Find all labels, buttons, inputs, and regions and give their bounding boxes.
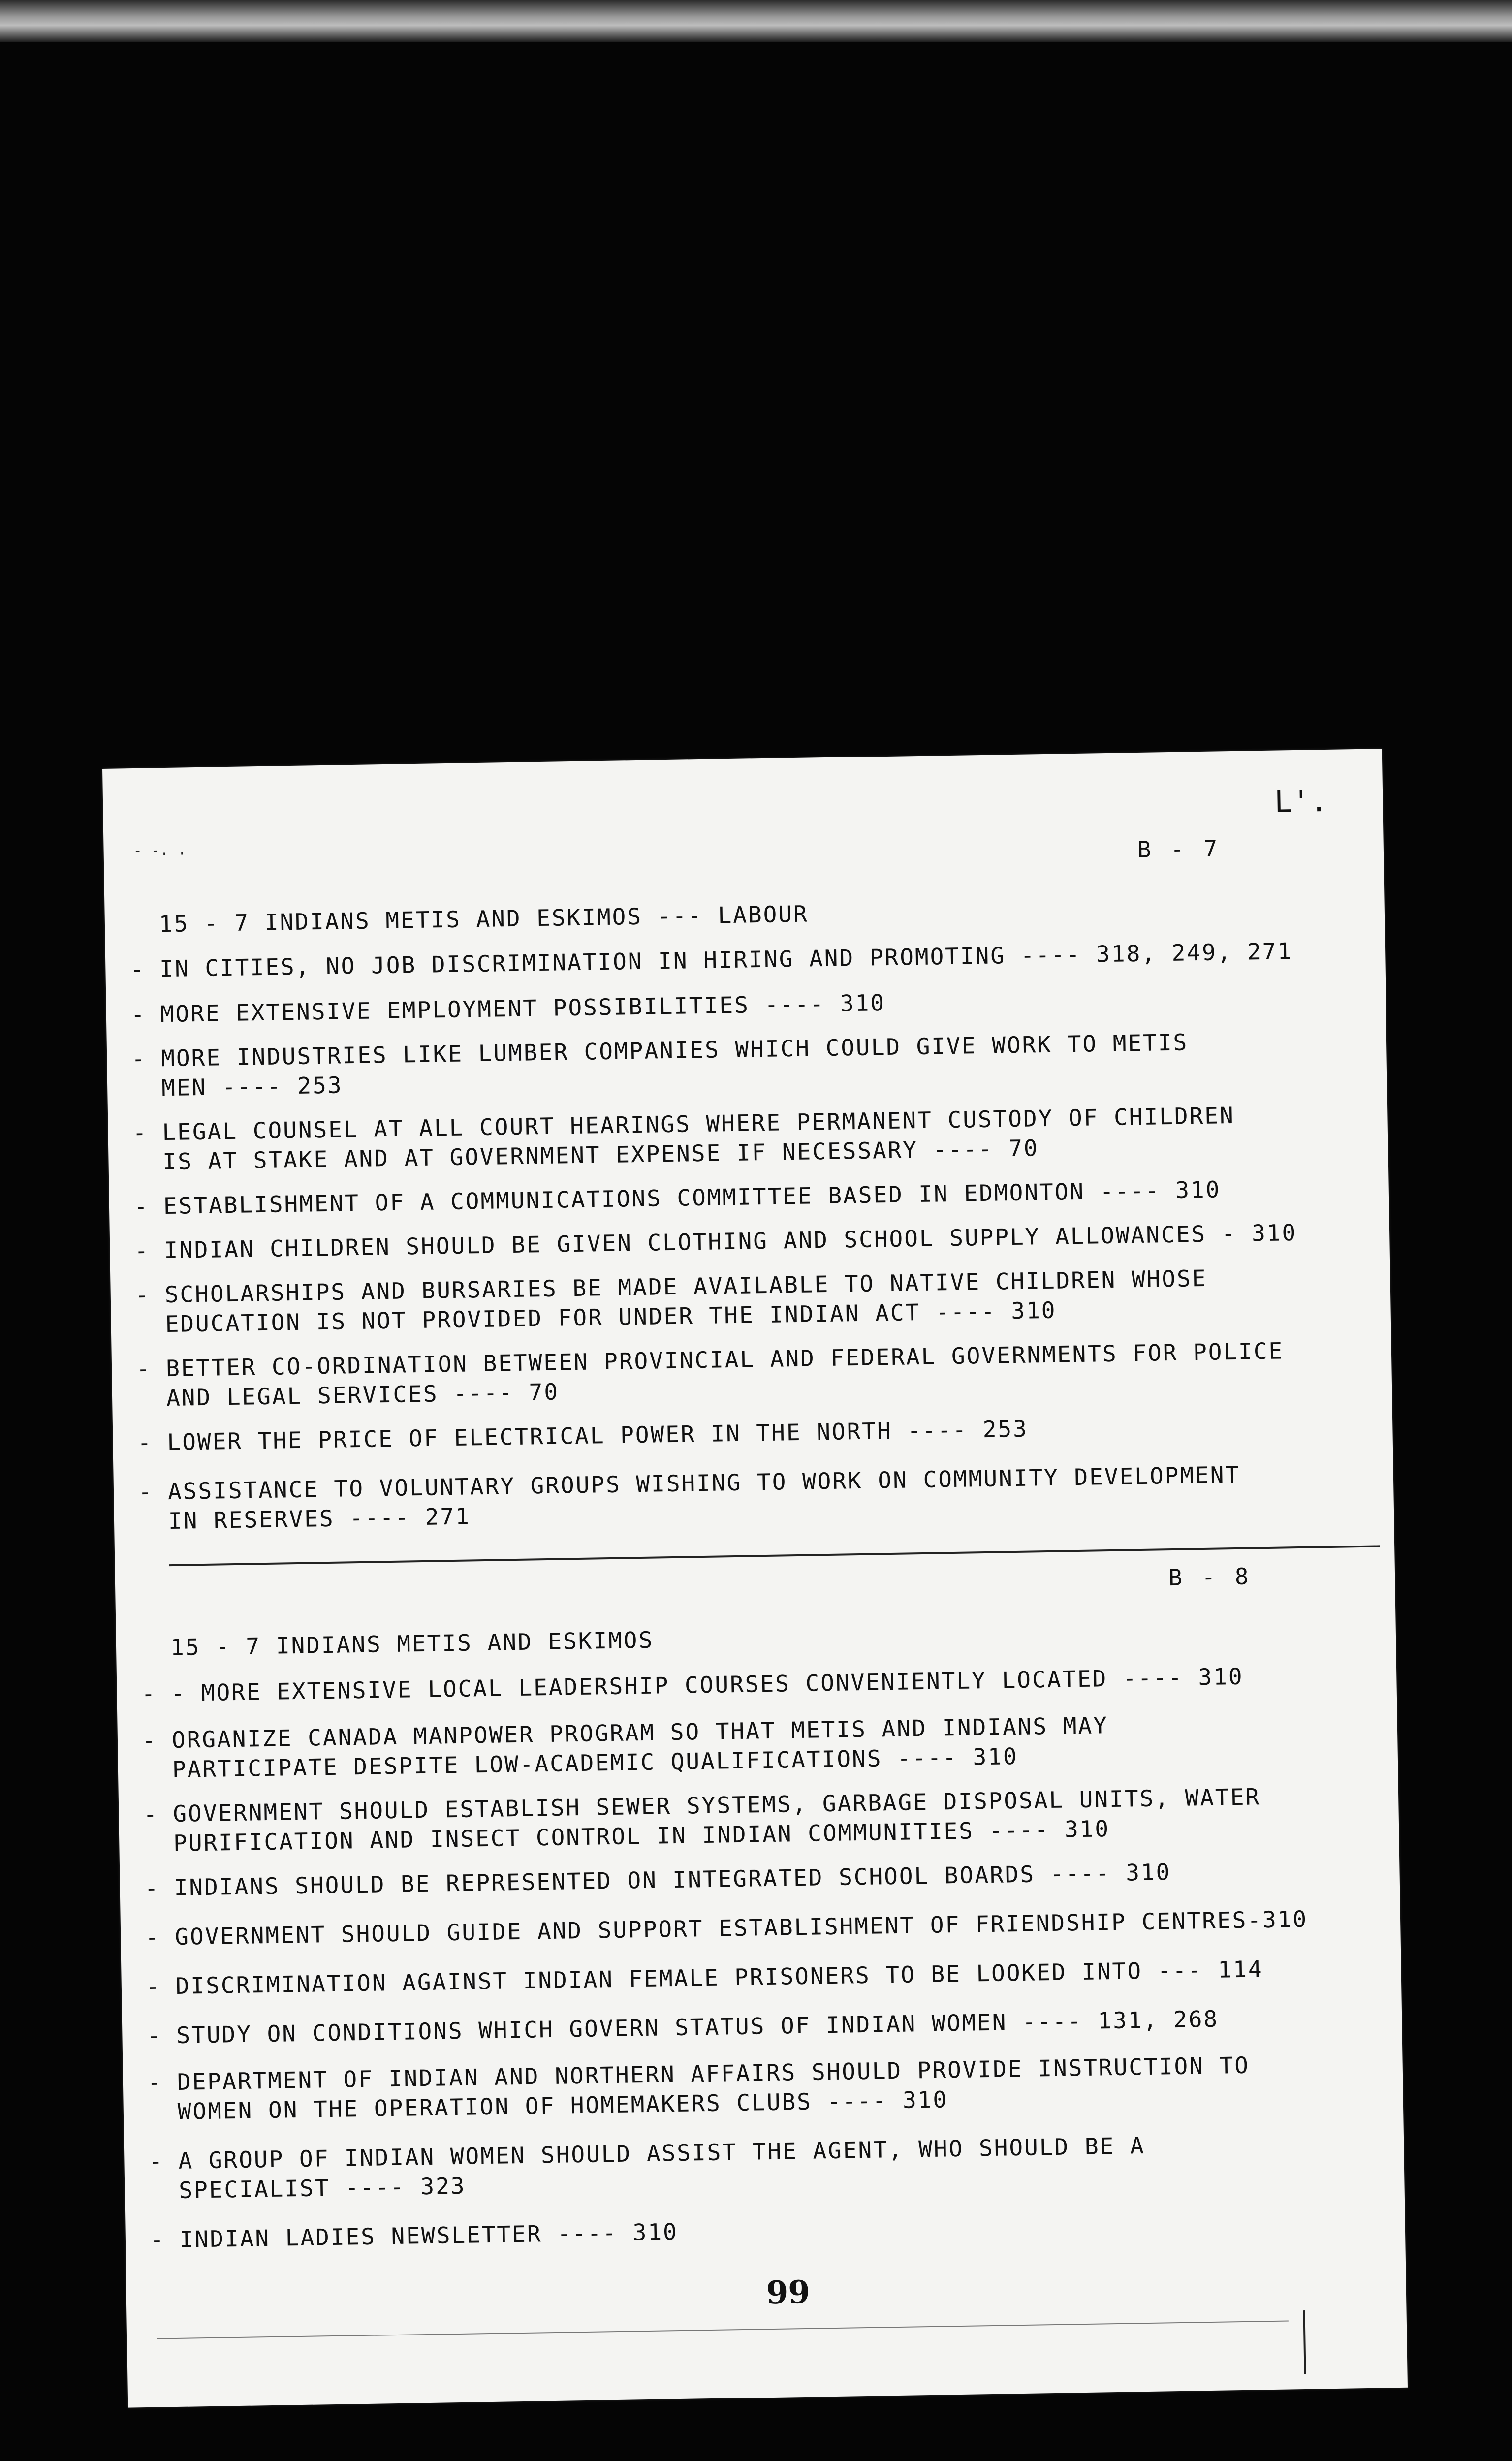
section-divider — [169, 1545, 1380, 1566]
section-heading-b7: 15 - 7 INDIANS METIS AND ESKIMOS --- LABOUR — [158, 900, 809, 938]
list-item: - GOVERNMENT SHOULD ESTABLISH SEWER SYSTEMS, GARBAGE DISPOSAL UNITS, WATER PURIFICATION AND INSECT CONTROL IN INDIAN COMMUNITIES ---- 310 — [143, 1783, 1261, 1857]
corner-mark: L'. — [1274, 784, 1328, 820]
list-item: - GOVERNMENT SHOULD GUIDE AND SUPPORT ESTABLISHMENT OF FRIENDSHIP CENTRES-310 — [145, 1905, 1308, 1951]
list-item: - ORGANIZE CANADA MANPOWER PROGRAM SO THAT METIS AND INDIANS MAY PARTICIPATE DESPITE LOW-ACADEMIC QUALIFICATIONS ---- 310 — [142, 1712, 1109, 1783]
film-edge-strip — [0, 0, 1512, 42]
list-item: - IN CITIES, NO JOB DISCRIMINATION IN HIRING AND PROMOTING ---- 318, 249, 271 — [129, 938, 1293, 983]
list-item: - MORE INDUSTRIES LIKE LUMBER COMPANIES WHICH COULD GIVE WORK TO METIS MEN ---- 253 — [131, 1029, 1189, 1102]
list-item: - SCHOLARSHIPS AND BURSARIES BE MADE AVAILABLE TO NATIVE CHILDREN WHOSE EDUCATION IS NOT PROVIDED FOR UNDER THE INDIAN ACT ---- 310 — [135, 1264, 1207, 1338]
handwritten-reference-mark: 99 — [766, 2273, 811, 2312]
list-item: - DEPARTMENT OF INDIAN AND NORTHERN AFFAIRS SHOULD PROVIDE INSTRUCTION TO WOMEN ON THE OPERATION OF HOMEMAKERS CLUBS ---- 310 — [147, 2051, 1250, 2125]
list-item: - A GROUP OF INDIAN WOMEN SHOULD ASSIST THE AGENT, WHO SHOULD BE A SPECIALIST ---- 323 — [149, 2132, 1146, 2204]
list-item: - INDIAN CHILDREN SHOULD BE GIVEN CLOTHING AND SCHOOL SUPPLY ALLOWANCES - 310 — [134, 1219, 1297, 1264]
list-item: - INDIANS SHOULD BE REPRESENTED ON INTEGRATED SCHOOL BOARDS ---- 310 — [144, 1859, 1171, 1901]
bottom-rule — [157, 2321, 1289, 2339]
page-code-b7: B - 7 — [1137, 835, 1221, 863]
list-item: - STUDY ON CONDITIONS WHICH GOVERN STATUS OF INDIAN WOMEN ---- 131, 268 — [147, 2005, 1219, 2049]
section-heading-b8: 15 - 7 INDIANS METIS AND ESKIMOS — [170, 1626, 654, 1661]
list-item: - INDIAN LADIES NEWSLETTER ---- 310 — [150, 2218, 679, 2253]
list-item: - LEGAL COUNSEL AT ALL COURT HEARINGS WHERE PERMANENT CUSTODY OF CHILDREN IS AT STAKE AND AT GOVERNMENT EXPENSE IF NECESSARY ---- 70 — [132, 1102, 1235, 1175]
list-item: - LOWER THE PRICE OF ELECTRICAL POWER IN THE NORTH ---- 253 — [137, 1415, 1029, 1456]
page-code-b8: B - 8 — [1168, 1563, 1252, 1591]
list-item: - MORE EXTENSIVE EMPLOYMENT POSSIBILITIES ---- 310 — [130, 989, 886, 1028]
list-item: - - MORE EXTENSIVE LOCAL LEADERSHIP COURSES CONVENIENTLY LOCATED ---- 310 — [141, 1663, 1244, 1707]
list-item: - DISCRIMINATION AGAINST INDIAN FEMALE PRISONERS TO BE LOOKED INTO --- 114 — [146, 1956, 1264, 2000]
list-item: - ASSISTANCE TO VOLUNTARY GROUPS WISHING TO WORK ON COMMUNITY DEVELOPMENT IN RESERVES ---- 271 — [138, 1461, 1241, 1535]
index-card — [102, 749, 1408, 2407]
list-item: - BETTER CO-ORDINATION BETWEEN PROVINCIAL AND FEDERAL GOVERNMENTS FOR POLICE AND LEGAL SERVICES ---- 70 — [136, 1337, 1284, 1412]
list-item: - ESTABLISHMENT OF A COMMUNICATIONS COMMITTEE BASED IN EDMONTON ---- 310 — [133, 1176, 1221, 1220]
speck-mark: - -. . — [133, 841, 187, 860]
corner-rule — [1303, 2310, 1306, 2374]
